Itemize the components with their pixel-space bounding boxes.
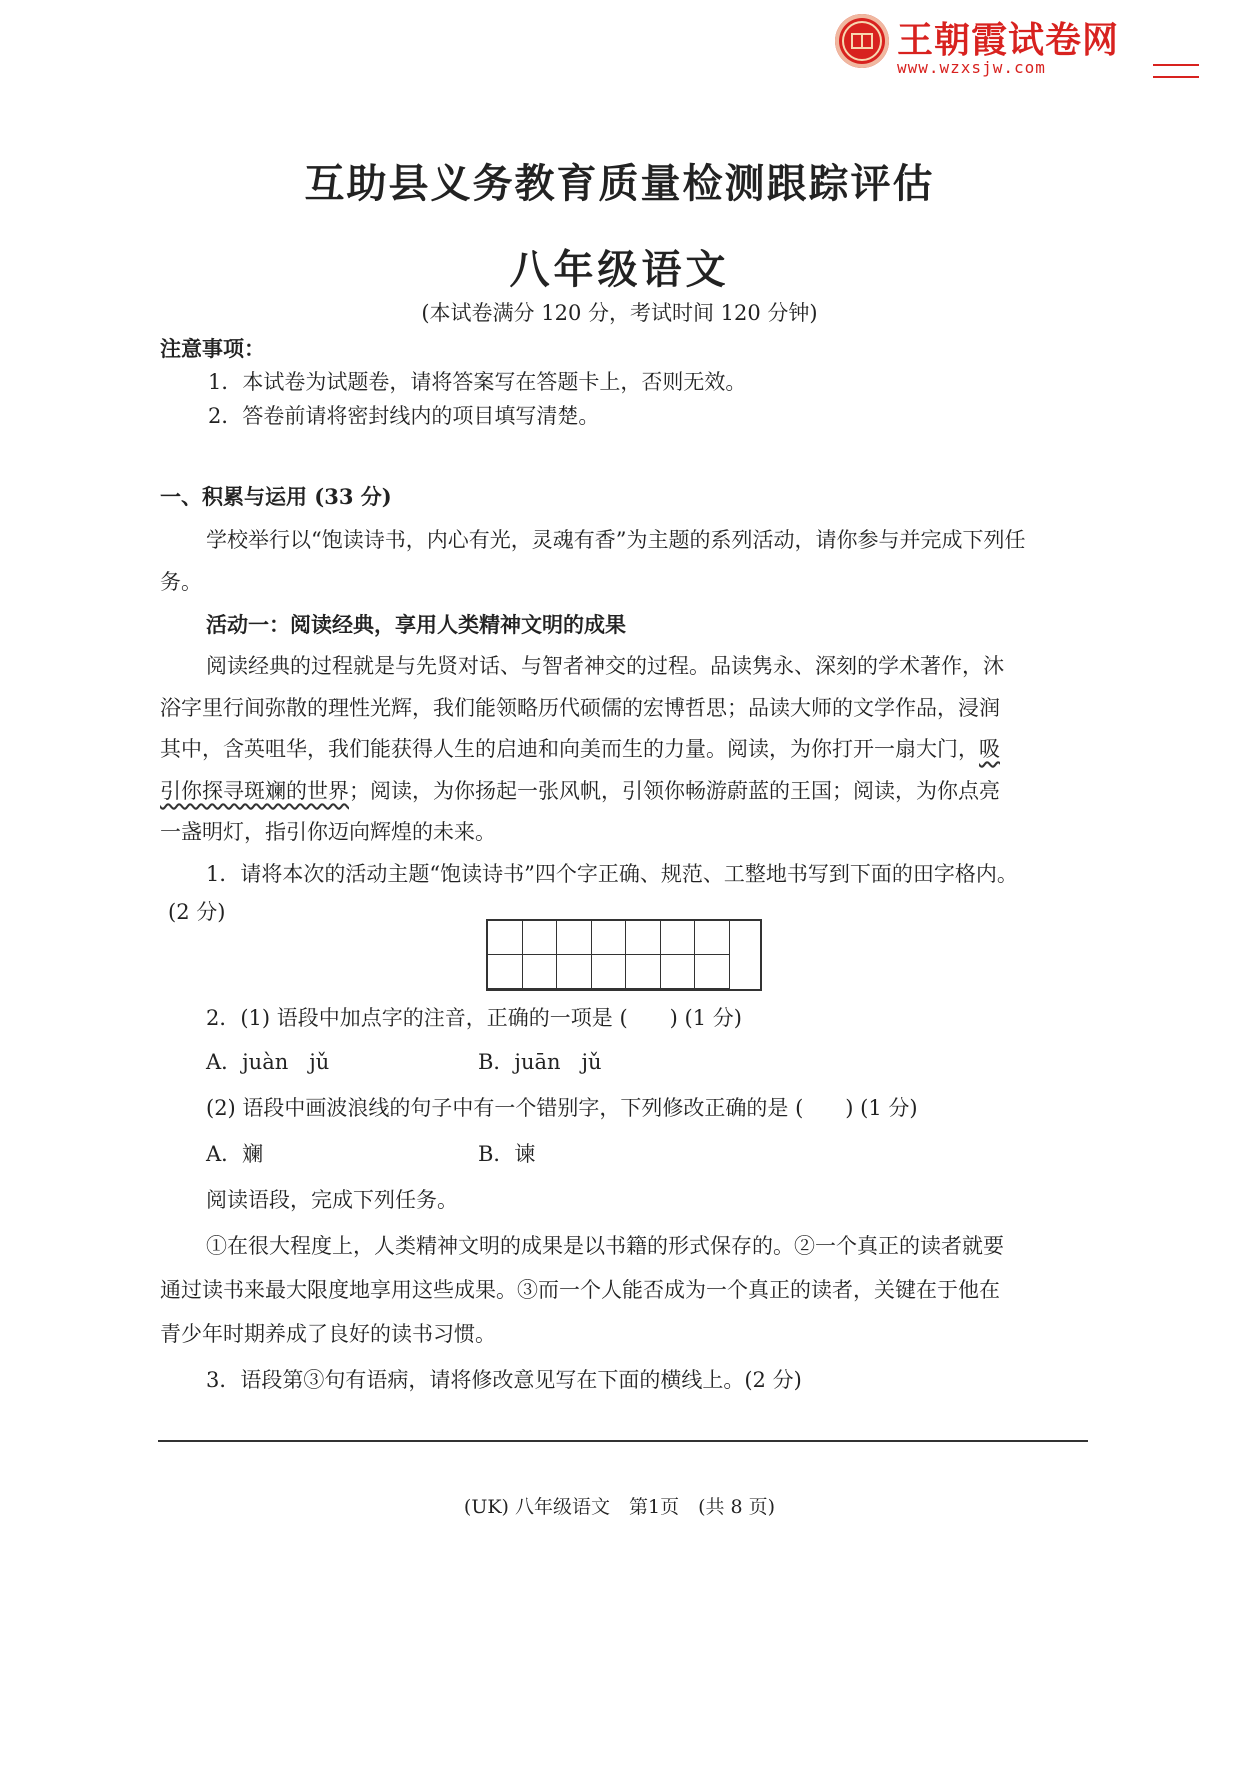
- exam-note: (本试卷满分 120 分，考试时间 120 分钟): [421, 301, 818, 325]
- question-2-2: (2) 语段中画波浪线的句子中有一个错别字，下列修改正确的是 ( ) (1 分): [206, 1096, 918, 1120]
- notice-heading: 注意事项：: [160, 336, 265, 361]
- logo-url: www.wzxsjw.com: [897, 58, 1046, 77]
- passage-line: [160, 775, 1000, 805]
- question-2-1: 2．(1) 语段中加点字的注音，正确的一项是 ( ) (1 分): [206, 1006, 742, 1030]
- exam-subject: 八年级语文: [509, 246, 730, 293]
- logo-name: 王朝霞试卷网: [897, 20, 1120, 61]
- paragraph-line: 通过读书来最大限度地享用这些成果。③而一个人能否成为一个真正的读者，关键在于他在: [160, 1278, 1000, 1302]
- logo-decoration: [1153, 64, 1199, 78]
- section-intro: 学校举行以“饱读诗书，内心有光，灵魂有香”为主题的系列活动，请你参与并完成下列任: [206, 528, 1026, 552]
- wavy-underlined-text: 引你探寻斑斓的世界: [160, 779, 349, 803]
- option-b: B．谏: [478, 1142, 536, 1166]
- question-1-score: (2 分): [168, 900, 226, 924]
- option-a: A．juàn jǔ: [206, 1050, 330, 1074]
- option-a: A．斓: [206, 1142, 264, 1166]
- section-intro-cont: 务。: [160, 570, 202, 594]
- paragraph-line: ①在很大程度上，人类精神文明的成果是以书籍的形式保存的。②一个真正的读者就要: [206, 1234, 1004, 1258]
- question-3: 3．语段第③句有语病，请将修改意见写在下面的横线上。(2 分): [206, 1368, 802, 1392]
- exam-title: 互助县义务教育质量检测跟踪评估: [304, 160, 935, 207]
- seal-icon: [835, 14, 889, 68]
- section-heading: 一、积累与运用 (33 分): [160, 484, 392, 509]
- wavy-underlined-text: 吸: [979, 737, 1000, 761]
- passage-text: 其中，含英咀华，我们能获得人生的启迪和向美而生的力量。阅读，为你打开一扇大门，: [160, 737, 979, 761]
- passage-line: 阅读经典的过程就是与先贤对话、与智者神交的过程。品读隽永、深刻的学术著作，沐: [206, 654, 1004, 678]
- question-1: 1．请将本次的活动主题“饱读诗书”四个字正确、规范、工整地书写到下面的田字格内。: [206, 862, 1018, 886]
- writing-grid[interactable]: [486, 919, 762, 991]
- notice-item: 2．答卷前请将密封线内的项目填写清楚。: [208, 404, 600, 428]
- notice-item: 1．本试卷为试题卷，请将答案写在答题卡上，否则无效。: [208, 370, 747, 394]
- passage-line: 浴字里行间弥散的理性光辉，我们能领略历代硕儒的宏博哲思；品读大师的文学作品，浸润: [160, 696, 1000, 720]
- passage-line: 一盏明灯，指引你迈向辉煌的未来。: [160, 820, 496, 844]
- reading-task: 阅读语段，完成下列任务。: [206, 1188, 458, 1212]
- site-logo[interactable]: [835, 12, 1225, 80]
- page-footer: (UK) 八年级语文 第1页 (共 8 页): [463, 1496, 776, 1518]
- activity-heading: 活动一：阅读经典，享用人类精神文明的成果: [206, 612, 626, 637]
- answer-line[interactable]: [158, 1440, 1088, 1442]
- passage-text: ；阅读，为你扬起一张风帆，引领你畅游蔚蓝的王国；阅读，为你点亮: [349, 779, 1000, 803]
- paragraph-line: 青少年时期养成了良好的读书习惯。: [160, 1322, 496, 1346]
- passage-line: [160, 733, 1000, 763]
- option-b: B．juān jǔ: [478, 1050, 602, 1074]
